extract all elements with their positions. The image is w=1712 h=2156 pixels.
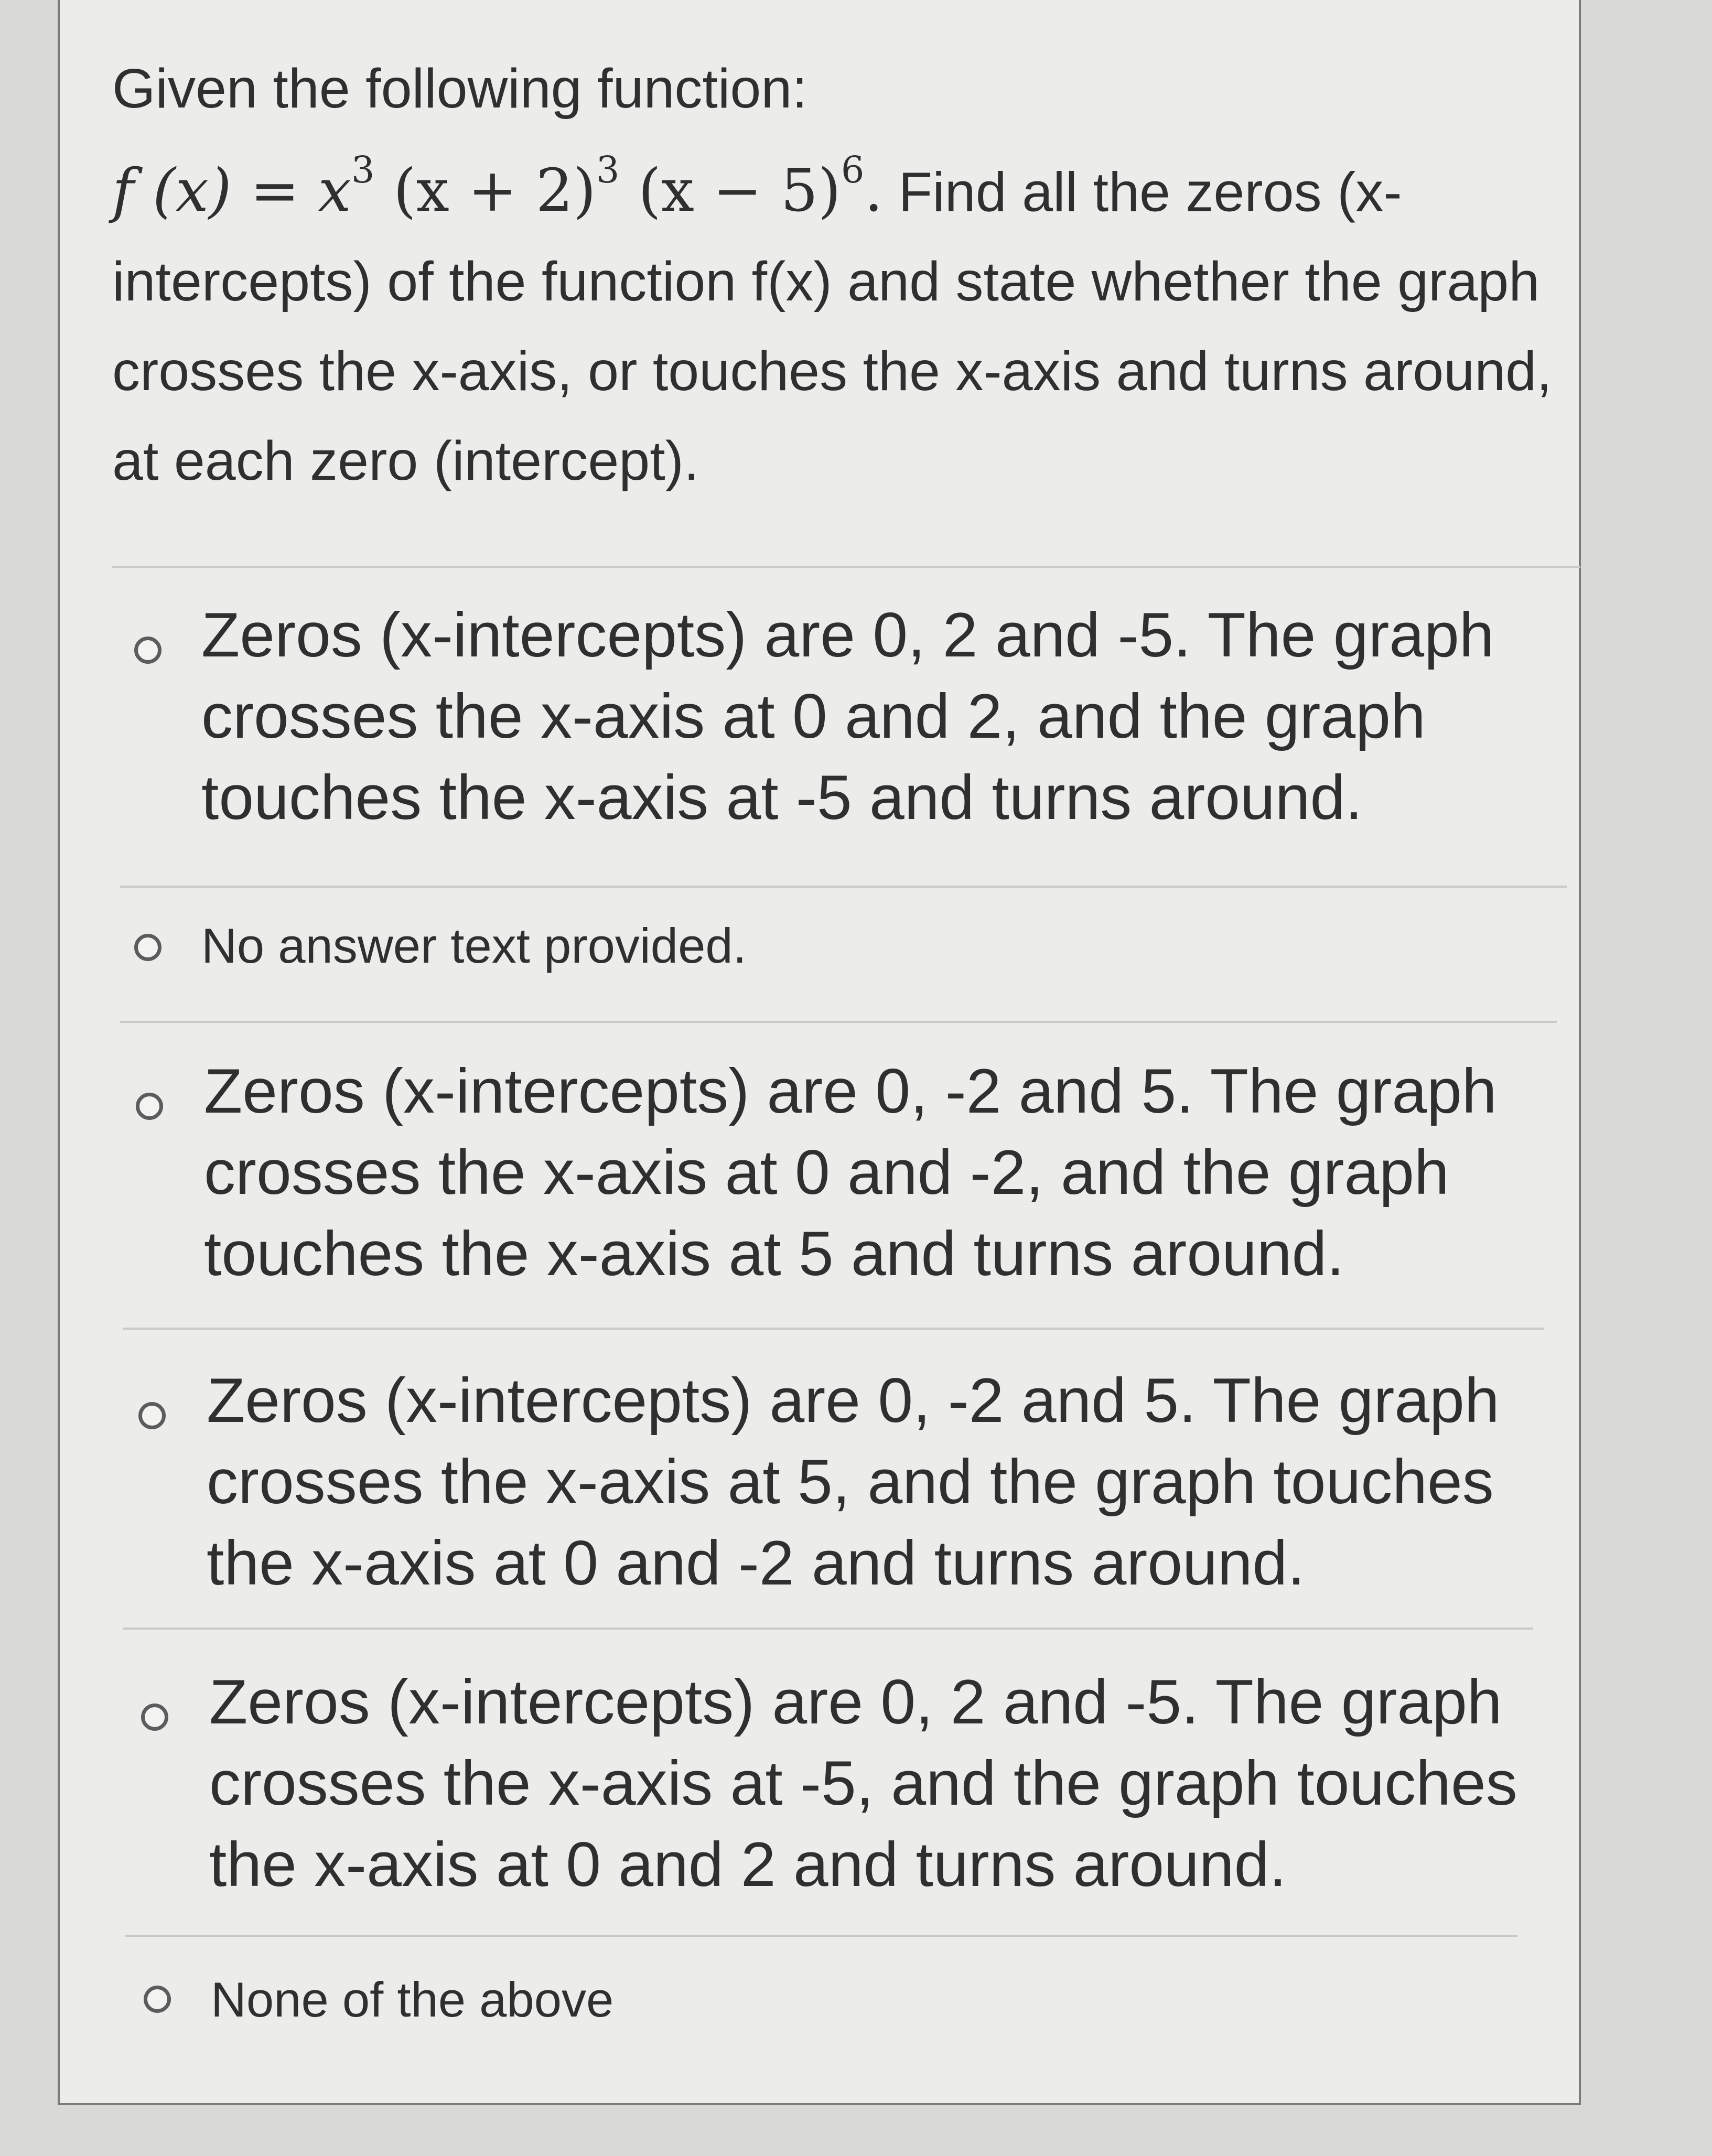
radio-button-5[interactable] (141, 1704, 168, 1731)
answer-option-6-label: None of the above (211, 1972, 614, 2027)
divider-3 (123, 1328, 1544, 1330)
radio-button-4[interactable] (138, 1402, 166, 1429)
answer-option-3-label: Zeros (x-intercepts) are 0, -2 and 5. The graph crosses the x-axis at 0 and -2, and the graph touches the x-axis at 5 and turns around. (204, 1056, 1497, 1289)
formula-exp2: 3 (596, 148, 620, 191)
answer-option-2[interactable] (60, 914, 1583, 998)
radio-button-3[interactable] (136, 1093, 163, 1120)
radio-button-2[interactable] (134, 934, 161, 961)
function-line (112, 134, 1580, 237)
formula-factor2: (x + 2) (374, 157, 596, 225)
answer-option-2-label: No answer text provided. (201, 918, 747, 973)
question-prompt (112, 44, 1580, 506)
answer-option-1-label: Zeros (x-intercepts) are 0, 2 and -5. The graph crosses the x-axis at 0 and 2, and the graph touches the x-axis at -5 and turns around. (201, 600, 1494, 833)
question-line-4: crosses the x-axis, or touches the x-axis and turns around, (112, 340, 1552, 403)
question-line-3: intercepts) of the function f(x) and state whether the graph (112, 251, 1540, 313)
answer-option-1[interactable] (60, 595, 1583, 857)
formula-factor3: (x − 5) (619, 157, 841, 225)
divider-2 (120, 1021, 1557, 1023)
formula-exp3: 6 (841, 148, 865, 191)
answer-option-5-label: Zeros (x-intercepts) are 0, 2 and -5. The graph crosses the x-axis at -5, and the graph touches the x-axis at 0 and 2 and turns around. (209, 1667, 1517, 1900)
formula-lhs: f (x) = x (112, 157, 351, 225)
answer-option-4-label: Zeros (x-intercepts) are 0, -2 and 5. The graph crosses the x-axis at 5, and the graph touches the x-axis at 0 and -2 and turns around. (207, 1365, 1500, 1598)
answer-option-3[interactable] (60, 1051, 1583, 1313)
question-intro: Given the following function: (112, 58, 807, 120)
answer-option-5[interactable] (60, 1662, 1583, 1924)
divider-4 (123, 1627, 1533, 1630)
divider-1 (120, 886, 1567, 888)
answer-option-4[interactable] (60, 1360, 1583, 1622)
divider-top (112, 566, 1580, 568)
formula-end: . (864, 157, 884, 225)
function-formula (112, 148, 884, 225)
formula-exp1: 3 (351, 148, 375, 191)
question-tail: Find all the zeros (x- (883, 161, 1402, 223)
answer-option-6[interactable] (60, 1968, 1583, 2052)
radio-button-1[interactable] (134, 637, 161, 664)
question-line-5: at each zero (intercept). (112, 430, 699, 492)
radio-button-6[interactable] (144, 1986, 171, 2013)
question-panel (58, 0, 1581, 2105)
divider-5 (125, 1935, 1517, 1937)
